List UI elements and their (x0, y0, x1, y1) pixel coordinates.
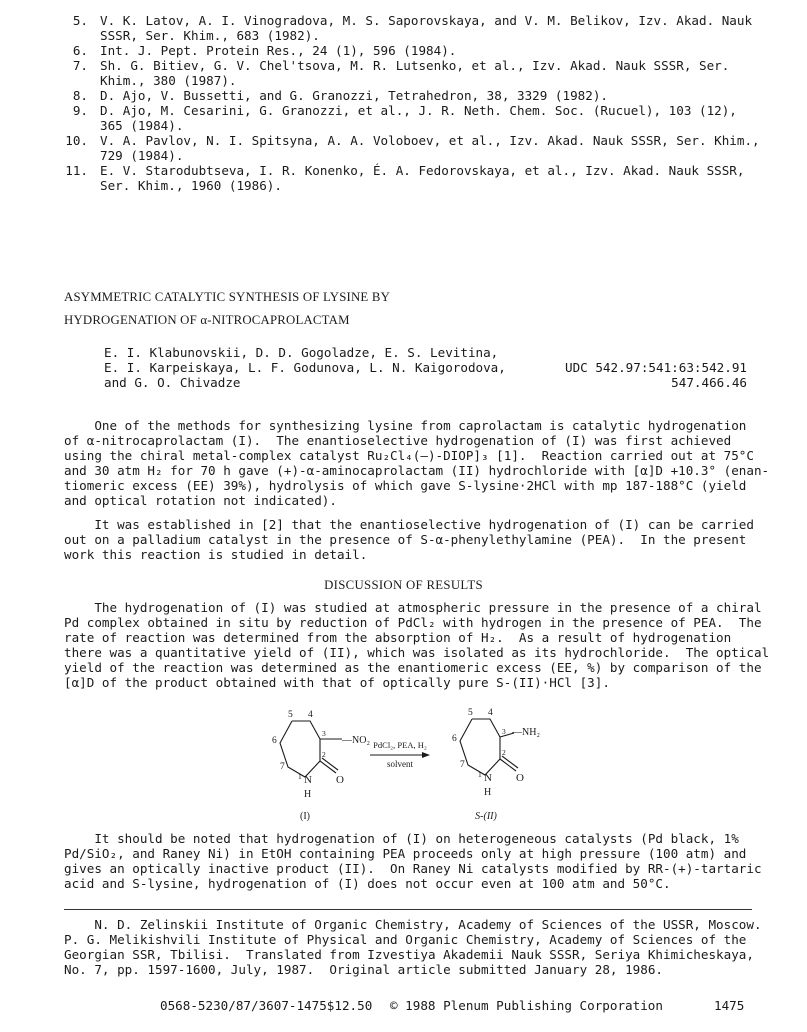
ring-label: 2 (502, 748, 506, 757)
ring-label: N (484, 772, 492, 784)
paragraph-line: of α-nitrocaprolactam (I). The enantioselective hydrogenation of (I) was first achieved (64, 433, 732, 448)
paragraph-line: and 30 atm H₂ for 70 h gave (+)-α-aminocaprolactam (II) hydrochloride with [α]D +10.3° (enan- (64, 463, 770, 478)
reference-line: E. V. Starodubtseva, I. R. Konenko, É. A. Fedorovskaya, et al., Izv. Akad. Nauk SSSR, (100, 163, 745, 178)
ring-label: 5 (288, 710, 293, 720)
molecule-aminocaprolactam (460, 719, 518, 775)
reference-line: 365 (1984). (100, 118, 184, 133)
author-line: E. I. Klabunovskii, D. D. Gogoladze, E. S. Levitina, (104, 345, 499, 360)
paragraph-line: using the chiral metal-complex catalyst Ru₂Cl₄(–)-DIOP]₃ [1]. Reaction carried out at 75°C (64, 448, 754, 463)
reference-line: Sh. G. Bitiev, G. V. Chel'tsova, M. R. Lutsenko, et al., Izv. Akad. Nauk SSSR, Ser. (100, 58, 730, 73)
article-code: 0568-5230/87/3607-1475$12.50 (160, 998, 373, 1013)
reference-line: V. K. Latov, A. I. Vinogradova, M. S. Saporovskaya, and V. M. Belikov, Izv. Akad. Nauk (100, 13, 753, 28)
substituent-amino: —NH₂ (512, 727, 540, 738)
ring-label: 4 (488, 708, 493, 718)
footnote-rule (64, 909, 752, 910)
ring-label: 6 (272, 736, 277, 746)
copyright: © 1988 Plenum Publishing Corporation (390, 998, 663, 1013)
compound-label-i: (I) (300, 811, 310, 822)
paragraph-line: tiomeric excess (EE) 39%), hydrolysis of which gave S-lysine·2HCl with mp 187-188°C (yield (64, 478, 747, 493)
reference-line: 729 (1984). (100, 148, 184, 163)
ring-label: 3 (322, 729, 326, 738)
reference-line: Khim., 380 (1987). (100, 73, 237, 88)
paragraph-line: [α]D of the product obtained with that of optically pure S-(II)·HCl [3]. (64, 675, 610, 690)
ring-label: O (336, 774, 344, 786)
ring-bonds-left (280, 721, 320, 777)
paragraph-line: gives an optically inactive product (II). On Raney Ni catalysts modified by RR-(+)-tartaric (64, 861, 762, 876)
compound-label-ii: S-(II) (475, 811, 497, 822)
reaction-arrow (370, 752, 430, 758)
paragraph-line: Pd complex obtained in situ by reduction of PdCl₂ with hydrogen in the presence of PEA. The (64, 615, 762, 630)
paragraph-line: yield of the reaction was determined as the enantiomeric excess (EE, %) by comparison of the (64, 660, 762, 675)
ring-label: H (304, 789, 312, 800)
ring-bonds-right (460, 719, 500, 775)
footnote-line: P. G. Melikishvili Institute of Physical and Organic Chemistry, Academy of Sciences of the (64, 932, 747, 947)
molecule-nitrocaprolactam (280, 721, 342, 777)
solvent-label: solvent (387, 759, 413, 769)
udc-code-continued: 547.466.46 (671, 375, 747, 390)
reference-number: 8. (72, 88, 88, 103)
reference-number: 10. (65, 133, 88, 148)
reference-line: D. Ajo, V. Bussetti, and G. Granozzi, Tetrahedron, 38, 3329 (1982). (100, 88, 608, 103)
reference-line: Int. J. Pept. Protein Res., 24 (1), 596 (1984). (100, 43, 457, 58)
paragraph-line: Pd/SiO₂, and Raney Ni) in EtOH containing PEA proceeds only at high pressure (100 atm) and (64, 846, 747, 861)
paragraph-line: acid and S-lysine, hydrogenation of (I) does not occur even at 100 atm and 50°C. (64, 876, 671, 891)
paragraph-line: The hydrogenation of (I) was studied at atmospheric pressure in the presence of a chiral (64, 600, 762, 615)
ring-label: N (304, 774, 312, 786)
article-title-line-2: HYDROGENATION OF α-NITROCAPROLACTAM (64, 313, 350, 327)
ring-label: 7 (280, 762, 285, 772)
article-title-line-1: ASYMMETRIC CATALYTIC SYNTHESIS OF LYSINE BY (64, 290, 391, 304)
footnote-line: No. 7, pp. 1597-1600, July, 1987. Original article submitted January 28, 1986. (64, 962, 663, 977)
paragraph-line: It was established in [2] that the enantioselective hydrogenation of (I) can be carried (64, 517, 754, 532)
page-number: 1475 (714, 998, 745, 1013)
udc-code: UDC 542.97:541:63:542.91 (565, 360, 747, 375)
author-line: and G. O. Chivadze (104, 375, 241, 390)
substituent-nitro: —NO₂ (342, 735, 370, 746)
author-line: E. I. Karpeiskaya, L. F. Godunova, L. N. Kaigorodova, (104, 360, 506, 375)
reagent-label: PdCl₂, PEA, H₂ (373, 740, 427, 750)
ring-label: 1 (478, 770, 482, 779)
footnote-line: Georgian SSR, Tbilisi. Translated from Izvestiya Akademii Nauk SSSR, Seriya Khimicheskaya, (64, 947, 754, 962)
ring-label: H (484, 787, 492, 798)
paragraph-line: work this reaction is studied in detail. (64, 547, 368, 562)
ring-label: 5 (468, 708, 473, 718)
ring-label: 7 (460, 760, 465, 770)
footnote-line: N. D. Zelinskii Institute of Organic Chemistry, Academy of Sciences of the USSR, Moscow. (64, 917, 762, 932)
ring-label: 4 (308, 710, 313, 720)
reference-line: Ser. Khim., 1960 (1986). (100, 178, 282, 193)
ring-label: 1 (298, 772, 302, 781)
reference-number: 11. (65, 163, 88, 178)
paragraph-line: rate of reaction was determined from the absorption of H₂. As a result of hydrogenation (64, 630, 732, 645)
ring-label: 2 (322, 750, 326, 759)
paragraph-line: and optical rotation not indicated). (64, 493, 337, 508)
reference-line: V. A. Pavlov, N. I. Spitsyna, A. A. Voloboev, et al., Izv. Akad. Nauk SSSR, Ser. Khim., (100, 133, 760, 148)
paragraph-line: there was a quantitative yield of (II), which was isolated as its hydrochloride. The optical (64, 645, 770, 660)
reference-line: SSSR, Ser. Khim., 683 (1982). (100, 28, 320, 43)
section-heading: DISCUSSION OF RESULTS (324, 578, 483, 592)
reference-line: D. Ajo, M. Cesarini, G. Granozzi, et al., J. R. Neth. Chem. Soc. (Rucuel), 103 (12), (100, 103, 737, 118)
reference-number: 7. (72, 58, 88, 73)
ring-label: 3 (502, 727, 506, 736)
reference-number: 5. (72, 13, 88, 28)
reference-number: 9. (72, 103, 88, 118)
reference-number: 6. (72, 43, 88, 58)
ring-label: 6 (452, 734, 457, 744)
reaction-scheme (250, 705, 570, 825)
paragraph-line: One of the methods for synthesizing lysine from caprolactam is catalytic hydrogenation (64, 418, 747, 433)
paragraph-line: out on a palladium catalyst in the presence of S-α-phenylethylamine (PEA). In the present (64, 532, 747, 547)
paragraph-line: It should be noted that hydrogenation of (I) on heterogeneous catalysts (Pd black, 1% (64, 831, 739, 846)
ring-label: O (516, 772, 524, 784)
